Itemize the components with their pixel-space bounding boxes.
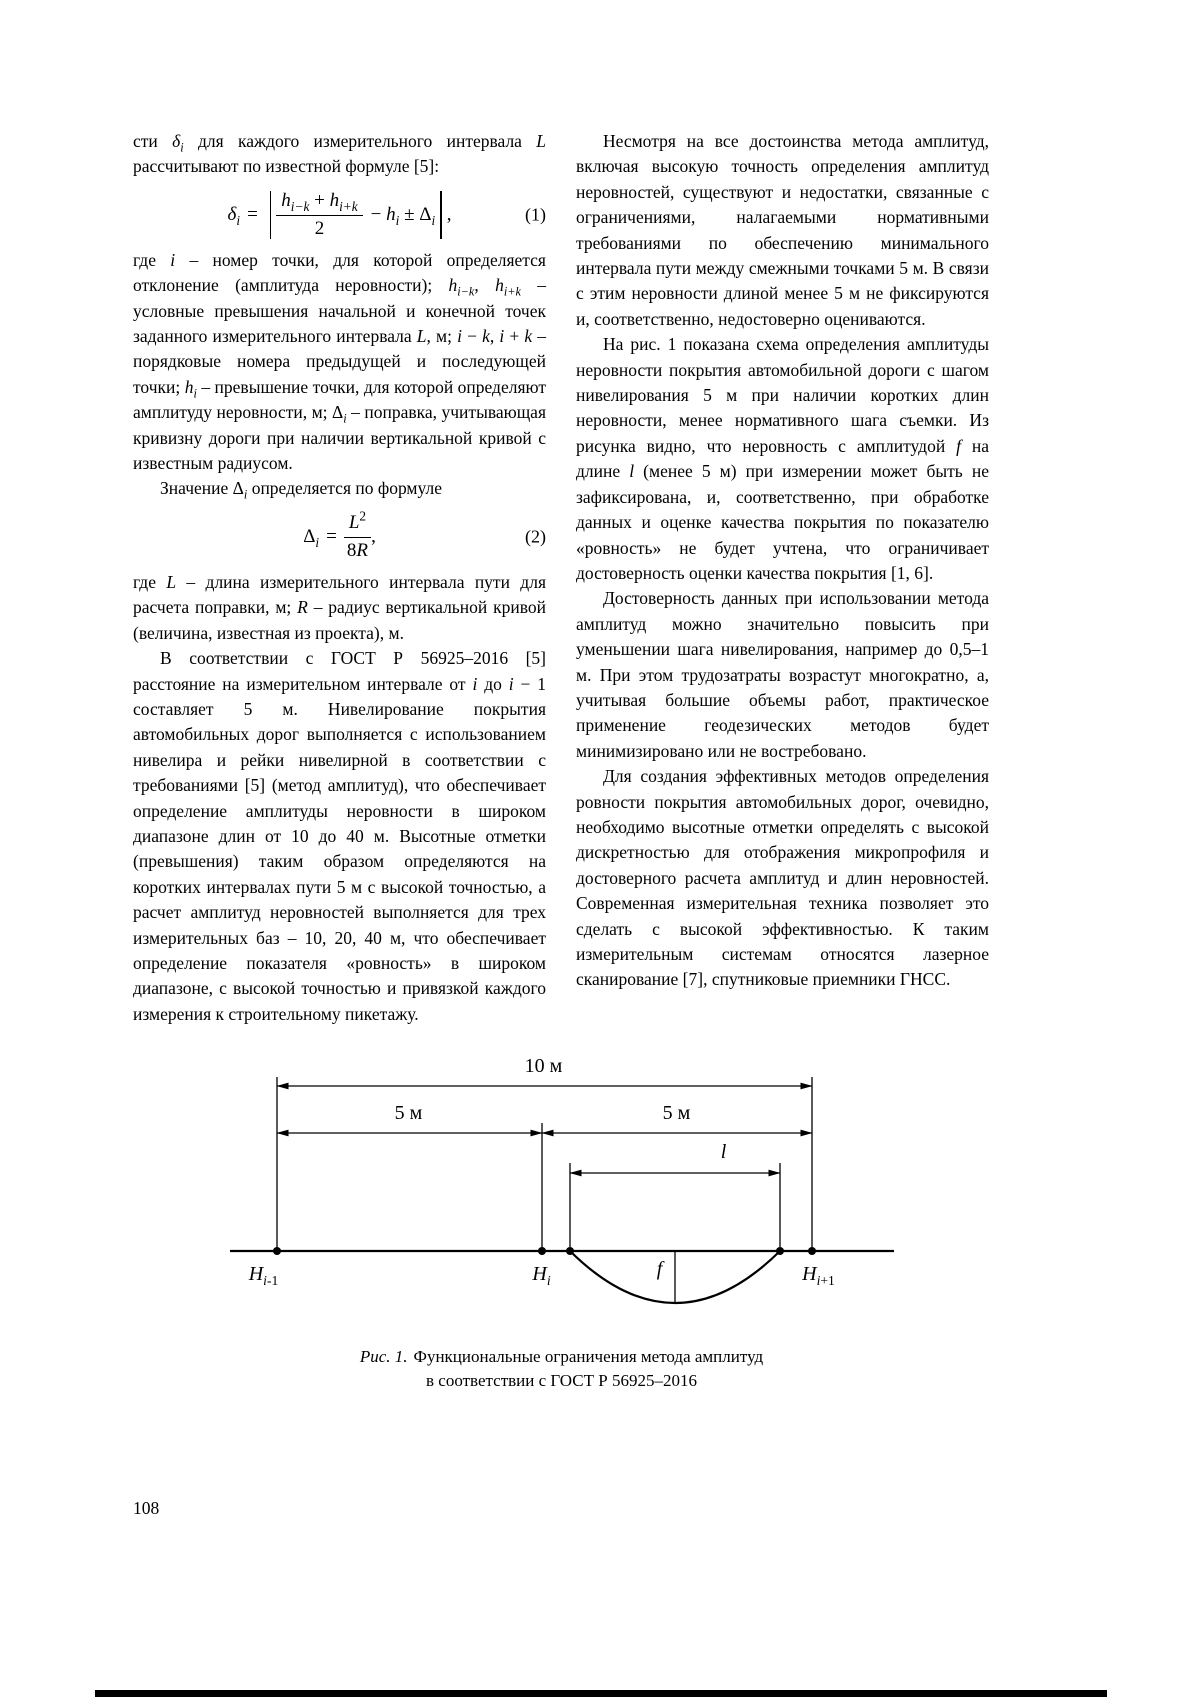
- page-edge-artifact: [95, 1690, 1107, 1697]
- point-label-h-i: $H_i$: [532, 1263, 551, 1289]
- paragraph-where-2: где L – длина измерительного интервала пути для расчета поправки, м; R – радиус вертикальной кривой (величина, известная из проекта), м.: [133, 571, 546, 643]
- equation-comma: ,: [446, 203, 452, 225]
- amplitude-label-f: f: [656, 1258, 663, 1281]
- point-label-h-i-minus-1: $H_{i-1}$: [248, 1263, 279, 1289]
- length-label-l: l: [720, 1141, 727, 1164]
- dimension-label-5m-left: 5 м: [394, 1102, 423, 1125]
- right-column: [576, 129, 989, 1027]
- fraction-numerator: $L^2$: [344, 512, 371, 538]
- equation-tail: − $h_i \pm \Delta_i$: [370, 203, 436, 228]
- absolute-value-bar-right: [440, 191, 442, 239]
- fraction: [344, 508, 371, 562]
- paragraph-drawbacks: Несмотря на все достоинства метода амплитуд, включая высокую точность определения амплитуд неровностей, существуют и недостатки, связанные с ограничениями, налагаемыми нормативными требованиями по обеспечению минимального интервала пути между смежными точками 5 м. В связи с этим неровности длиной менее 5 м не фиксируются и, соответственно, недостоверно оцениваются.: [576, 131, 989, 329]
- two-column-text: [133, 129, 990, 1027]
- figure-caption-line-2: в соответствии с ГОСТ Р 56925–2016: [426, 1371, 697, 1391]
- point-h-i-minus-1: [273, 1247, 281, 1255]
- point-h-i-plus-1: [808, 1247, 816, 1255]
- paragraph-figure-description: На рис. 1 показана схема определения амплитуды неровности покрытия автомобильной дороги с шагом нивелирования 5 м при наличии коротких длин неровности, менее нормативного шага съемки. Из рисунка видно, что неровность с амплитудой f на длине l (менее 5 м) при измерении может быть не зафиксирована, и, соответственно, при обработке данных и оценке качества покрытия по показателю «ровность» не будет учтена, что ограничивает достоверность оценки качества покрытия [1, 6].: [576, 334, 989, 583]
- equals-sign: =: [326, 525, 337, 547]
- absolute-value-bar-left: [270, 191, 272, 239]
- equation-1: [133, 190, 546, 240]
- point-label-h-i-plus-1: $H_{i+1}$: [802, 1263, 835, 1289]
- dimension-label-5m-right: 5 м: [662, 1102, 691, 1125]
- figure-caption-line-1: [133, 1345, 990, 1369]
- left-column: [133, 129, 546, 1027]
- equation-2: [133, 508, 546, 562]
- point-dip-start: [566, 1247, 574, 1255]
- figure-drawing: [222, 1051, 902, 1331]
- fraction: [276, 190, 362, 240]
- fraction-numerator: $h_{i-k} + h_{i+k}$: [276, 190, 362, 216]
- point-h-i: [538, 1247, 546, 1255]
- figure-drawing-area: [222, 1051, 902, 1331]
- equation-1-body: [228, 190, 452, 240]
- equation-number: (1): [525, 204, 546, 225]
- equation-lhs: $\delta_i$: [227, 203, 241, 228]
- fraction-denominator: 2: [314, 217, 325, 239]
- page-content: [133, 129, 990, 1393]
- fraction-denominator: 8R: [346, 539, 368, 561]
- figure-caption-text: Функциональные ограничения метода амплитуд: [413, 1347, 764, 1367]
- point-dip-end: [776, 1247, 784, 1255]
- figure-caption: [133, 1345, 990, 1393]
- equation-lhs: $\Delta_i$: [303, 525, 320, 550]
- equation-comma: ,: [371, 525, 376, 547]
- figure-caption-label: Рис. 1.: [359, 1347, 408, 1367]
- paragraph-methods: Для создания эффективных методов определения ровности покрытия автомобильных дорог, очевидно, необходимо высотные отметки определять с высокой дискретностью для отображения микропрофиля и достоверного расчета амплитуд и длин неровностей. Современная измерительная техника позволяет это сделать с высокой эффективностью. К таким измерительным системам относятся лазерное сканирование [7], спутниковые приемники ГНСС.: [576, 766, 989, 990]
- paragraph-where-1: где i – номер точки, для которой определяется отклонение (амплитуда неровности); $h_{i-k}$, $h_{i+k}$ – условные превышения начальной и конечной точек заданного измерительного интервала L, м; i − k, i + k – порядковые номера предыдущей и последующей точки; $h_i$ – превышение точки, для которой определяют амплитуду неровности, м; $\Delta_i$ – поправка, учитывающая кривизну дороги при наличии вертикальной кривой с известным радиусом.: [133, 249, 547, 474]
- paragraph-gost: В соответствии с ГОСТ Р 56925–2016 [5] расстояние на измерительном интервале от i до i − 1 составляет 5 м. Нивелирование покрытия автомобильных дорог выполняется с использованием нивелира и рейки нивелирной в соответствии с требованиями [5] (метод амплитуд), что обеспечивает определение амплитуды неровности в широком диапазоне длин от 10 до 40 м. Высотные отметки (превышения) таким образом определяются на коротких интервалах пути 5 м с высокой точностью, а расчет амплитуд неровностей выполняется для трех измерительных баз – 10, 20, 40 м, что обеспечивает определение показателя «ровность» в широком диапазоне, с высокой точностью и привязкой каждого измерения к строительному пикетажу.: [133, 648, 547, 1024]
- equals-sign: =: [247, 203, 258, 225]
- paragraph-value: Значение $\Delta_i$ определяется по формуле: [160, 478, 442, 502]
- figure-1: [133, 1051, 990, 1393]
- equation-number: (2): [525, 526, 546, 547]
- paragraph-reliability: Достоверность данных при использовании метода амплитуд можно значительно повысить при уменьшении шага нивелирования, например до 0,5–1 м. При этом трудозатраты возрастут многократно, а, учитывая большие объемы работ, практическое применение геодезических методов будет минимизировано или не востребовано.: [576, 588, 989, 761]
- equation-2-body: [303, 508, 376, 562]
- paragraph-continuation: сти $\delta_i$ для каждого измерительного интервала L рассчитывают по известной формуле [5]:: [133, 131, 547, 177]
- page-number: 108: [133, 1498, 160, 1518]
- dimension-label-10m: 10 м: [524, 1055, 563, 1078]
